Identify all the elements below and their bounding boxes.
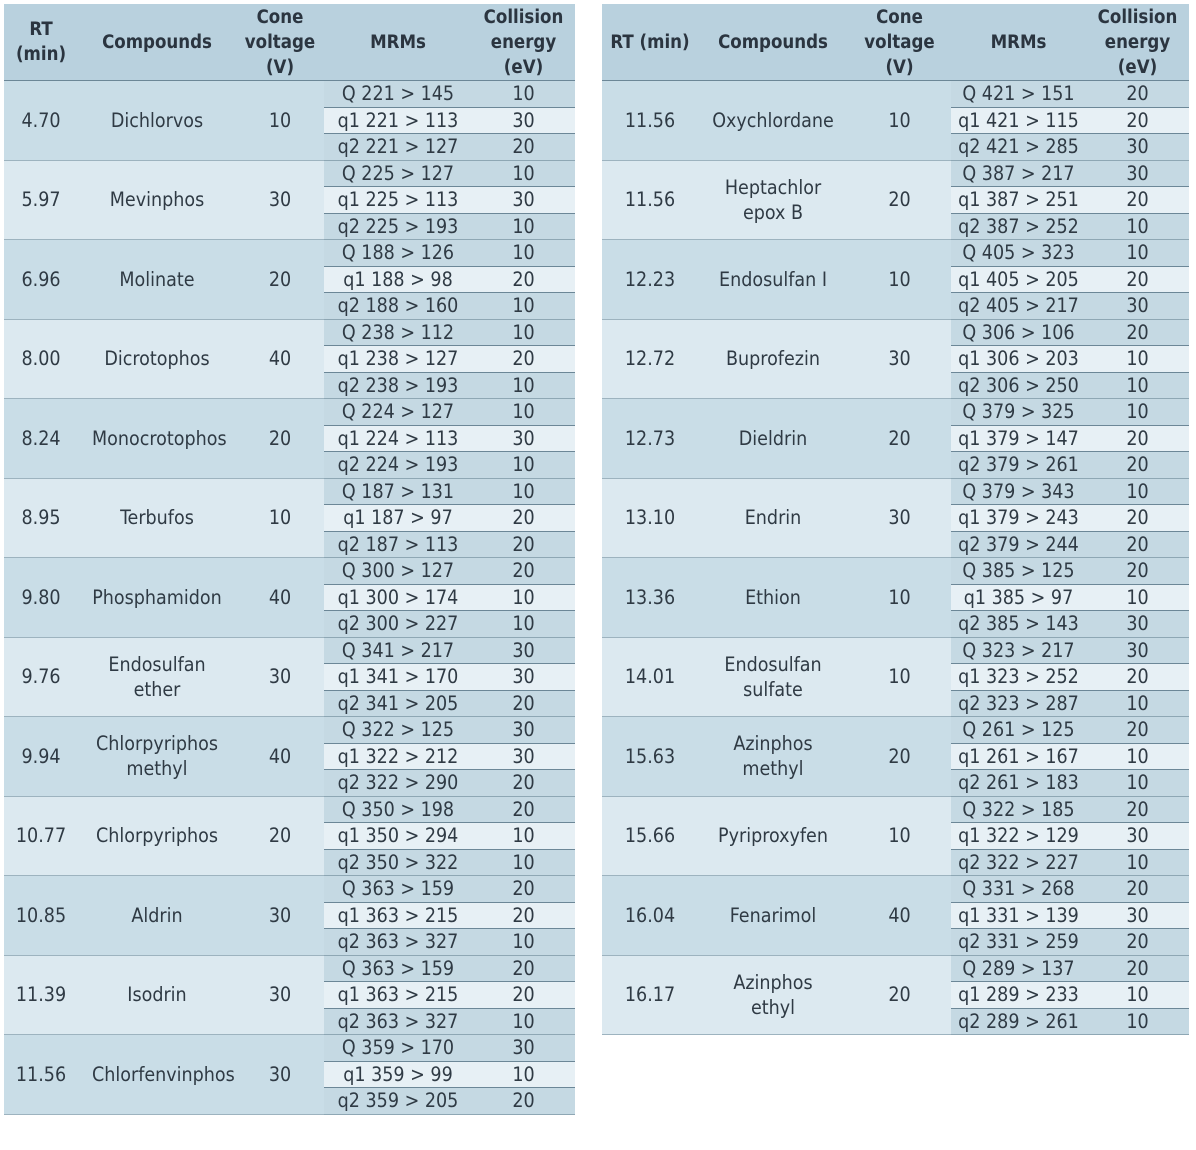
collision-energy-value: 10: [472, 452, 575, 479]
mrm-transition: q2 225 > 193: [324, 213, 472, 240]
compound-group: [4, 717, 575, 797]
mrm-transition: q1 331 > 139: [951, 902, 1086, 929]
mrm-transition: q2 385 > 143: [951, 611, 1086, 638]
cone-voltage-cell: 40: [236, 319, 324, 399]
compound-group: [602, 319, 1189, 399]
collision-energy-value: 10: [1086, 584, 1189, 611]
mrm-transition: q1 221 > 113: [324, 107, 472, 134]
compound-group: [4, 796, 575, 876]
collision-energy-value: 20: [1086, 664, 1189, 691]
compound-cell: Dicrotophos: [78, 319, 236, 399]
mrm-transition: Q 322 > 185: [951, 796, 1086, 823]
cone-voltage-cell: 30: [848, 319, 951, 399]
collision-energy-value: 20: [472, 531, 575, 558]
compound-group: [4, 1035, 575, 1115]
collision-energy-value: 10: [472, 929, 575, 956]
collision-energy-value: 30: [1086, 637, 1189, 664]
collision-energy-value: 30: [472, 717, 575, 744]
mrm-transition: q2 379 > 261: [951, 452, 1086, 479]
compound-cell: Chlorpyriphos methyl: [78, 717, 236, 797]
collision-energy-value: 20: [472, 982, 575, 1009]
collision-energy-value: 30: [1086, 611, 1189, 638]
compound-group: [4, 319, 575, 399]
mrm-transition: q2 341 > 205: [324, 690, 472, 717]
collision-energy-value: 30: [1086, 134, 1189, 161]
collision-energy-value: 20: [1086, 452, 1189, 479]
cone-voltage-cell: 30: [236, 955, 324, 1035]
compound-cell: Endrin: [698, 478, 848, 558]
rt-cell: 11.56: [602, 160, 698, 240]
cone-voltage-cell: 20: [236, 399, 324, 479]
mrm-transition: Q 261 > 125: [951, 717, 1086, 744]
collision-energy-value: 30: [1086, 823, 1189, 850]
collision-energy-value: 10: [1086, 346, 1189, 373]
mrm-transition: Q 363 > 159: [324, 955, 472, 982]
table-header-row: [602, 4, 1189, 81]
header-collision-energy: Collision energy (eV): [1086, 4, 1189, 81]
table-row: [4, 81, 575, 108]
compound-cell: Molinate: [78, 240, 236, 320]
mrm-transition: q1 363 > 215: [324, 902, 472, 929]
rt-cell: 9.80: [4, 558, 78, 638]
mrm-transition: q2 188 > 160: [324, 293, 472, 320]
compound-group: [602, 876, 1189, 956]
compound-group: [602, 796, 1189, 876]
rt-cell: 16.17: [602, 955, 698, 1035]
cone-voltage-cell: 20: [848, 160, 951, 240]
collision-energy-value: 30: [472, 743, 575, 770]
mrm-transition: q2 387 > 252: [951, 213, 1086, 240]
header-collision-energy: Collision energy (eV): [472, 4, 575, 81]
table-row: [4, 240, 575, 267]
mrm-transition: Q 341 > 217: [324, 637, 472, 664]
compound-group: [602, 717, 1189, 797]
mrm-transition: q1 300 > 174: [324, 584, 472, 611]
mrm-transition: q1 238 > 127: [324, 346, 472, 373]
rt-cell: 15.66: [602, 796, 698, 876]
mrm-transition: q1 261 > 167: [951, 743, 1086, 770]
collision-energy-value: 20: [472, 770, 575, 797]
mrm-transition: q1 405 > 205: [951, 266, 1086, 293]
table-row: [4, 876, 575, 903]
collision-energy-value: 30: [472, 187, 575, 214]
compound-group: [602, 160, 1189, 240]
compound-group: [4, 955, 575, 1035]
collision-energy-value: 10: [472, 240, 575, 267]
collision-energy-value: 10: [472, 1008, 575, 1035]
table-row: [4, 558, 575, 585]
cone-voltage-cell: 40: [236, 717, 324, 797]
collision-energy-value: 20: [1086, 81, 1189, 108]
mrm-transition: q1 363 > 215: [324, 982, 472, 1009]
mrm-transition: q2 363 > 327: [324, 1008, 472, 1035]
rt-cell: 11.56: [4, 1035, 78, 1115]
mrm-transition: q1 322 > 212: [324, 743, 472, 770]
table-row: [602, 717, 1189, 744]
compound-cell: Chlorpyriphos: [78, 796, 236, 876]
mrm-transition: Q 387 > 217: [951, 160, 1086, 187]
compound-cell: Dichlorvos: [78, 81, 236, 161]
mrm-transition: q2 224 > 193: [324, 452, 472, 479]
compound-group: [4, 876, 575, 956]
table-row: [602, 637, 1189, 664]
mrm-transition: q2 405 > 217: [951, 293, 1086, 320]
collision-energy-value: 30: [1086, 902, 1189, 929]
rt-cell: 9.76: [4, 637, 78, 717]
table-row: [602, 876, 1189, 903]
compound-group: [602, 637, 1189, 717]
mrm-transition: Q 306 > 106: [951, 319, 1086, 346]
compound-cell: Ethion: [698, 558, 848, 638]
compound-group: [602, 240, 1189, 320]
mrm-transition: q1 350 > 294: [324, 823, 472, 850]
cone-voltage-cell: 10: [848, 637, 951, 717]
compound-cell: Endosulfan I: [698, 240, 848, 320]
collision-energy-value: 20: [472, 134, 575, 161]
collision-energy-value: 10: [472, 478, 575, 505]
table-row: [4, 399, 575, 426]
mrm-transition: q2 359 > 205: [324, 1088, 472, 1115]
mrm-transition: q1 322 > 129: [951, 823, 1086, 850]
compound-cell: Dieldrin: [698, 399, 848, 479]
compound-group: [602, 558, 1189, 638]
collision-energy-value: 30: [472, 637, 575, 664]
header-rt: RT (min): [4, 4, 78, 81]
cone-voltage-cell: 10: [236, 478, 324, 558]
rt-cell: 11.56: [602, 81, 698, 161]
collision-energy-value: 10: [472, 293, 575, 320]
mrm-transition: q1 323 > 252: [951, 664, 1086, 691]
rt-cell: 16.04: [602, 876, 698, 956]
compound-group: [4, 160, 575, 240]
collision-energy-value: 10: [1086, 982, 1189, 1009]
mrm-transition: q1 359 > 99: [324, 1061, 472, 1088]
table-row: [602, 796, 1189, 823]
collision-energy-value: 10: [1086, 690, 1189, 717]
mrm-transition: q1 289 > 233: [951, 982, 1086, 1009]
mrm-transition: q2 322 > 227: [951, 849, 1086, 876]
collision-energy-value: 30: [1086, 293, 1189, 320]
mrm-transition: q2 300 > 227: [324, 611, 472, 638]
mrm-transition: Q 323 > 217: [951, 637, 1086, 664]
table-row: [4, 1035, 575, 1062]
mrm-transition: Q 405 > 323: [951, 240, 1086, 267]
rt-cell: 6.96: [4, 240, 78, 320]
collision-energy-value: 20: [1086, 505, 1189, 532]
mrm-transition: q2 221 > 127: [324, 134, 472, 161]
rt-cell: 8.24: [4, 399, 78, 479]
rt-cell: 12.72: [602, 319, 698, 399]
collision-energy-value: 20: [472, 558, 575, 585]
collision-energy-value: 20: [472, 955, 575, 982]
compound-cell: Fenarimol: [698, 876, 848, 956]
collision-energy-value: 20: [1086, 876, 1189, 903]
rt-cell: 5.97: [4, 160, 78, 240]
mrm-transition: Q 225 > 127: [324, 160, 472, 187]
compound-group: [4, 558, 575, 638]
rt-cell: 12.73: [602, 399, 698, 479]
compound-cell: Chlorfenvinphos: [78, 1035, 236, 1115]
table-header-row: [4, 4, 575, 81]
mrm-transition: Q 224 > 127: [324, 399, 472, 426]
table-row: [602, 81, 1189, 108]
mrm-transition: Q 385 > 125: [951, 558, 1086, 585]
compound-cell: Phosphamidon: [78, 558, 236, 638]
table-row: [4, 717, 575, 744]
mrm-transition: Q 289 > 137: [951, 955, 1086, 982]
collision-energy-value: 10: [1086, 1008, 1189, 1035]
mrm-transition: q2 331 > 259: [951, 929, 1086, 956]
header-compounds: Compounds: [698, 4, 848, 81]
rt-cell: 13.36: [602, 558, 698, 638]
table-row: [4, 478, 575, 505]
mrm-transition: q1 421 > 115: [951, 107, 1086, 134]
table-row: [602, 319, 1189, 346]
compound-group: [602, 81, 1189, 161]
collision-energy-value: 10: [472, 611, 575, 638]
collision-energy-value: 30: [472, 107, 575, 134]
compound-cell: Oxychlordane: [698, 81, 848, 161]
collision-energy-value: 30: [1086, 160, 1189, 187]
mrm-transition: q1 225 > 113: [324, 187, 472, 214]
mrm-transition: q1 306 > 203: [951, 346, 1086, 373]
collision-energy-value: 20: [1086, 796, 1189, 823]
compound-cell: Buprofezin: [698, 319, 848, 399]
mrm-transition: q1 379 > 243: [951, 505, 1086, 532]
compound-cell: Isodrin: [78, 955, 236, 1035]
mrm-transition: Q 350 > 198: [324, 796, 472, 823]
mrm-table-right: [602, 4, 1189, 1035]
rt-cell: 10.85: [4, 876, 78, 956]
cone-voltage-cell: 30: [236, 160, 324, 240]
table-row: [602, 558, 1189, 585]
collision-energy-value: 20: [1086, 955, 1189, 982]
compound-cell: Heptachlor epox B: [698, 160, 848, 240]
cone-voltage-cell: 30: [236, 1035, 324, 1115]
compound-cell: Endosulfan sulfate: [698, 637, 848, 717]
rt-cell: 4.70: [4, 81, 78, 161]
compound-group: [602, 955, 1189, 1035]
collision-energy-value: 20: [1086, 319, 1189, 346]
collision-energy-value: 20: [1086, 266, 1189, 293]
header-cone-voltage: Cone voltage (V): [236, 4, 324, 81]
mrm-transition: q2 322 > 290: [324, 770, 472, 797]
compound-group: [4, 240, 575, 320]
collision-energy-value: 10: [472, 213, 575, 240]
rt-cell: 9.94: [4, 717, 78, 797]
compound-group: [4, 399, 575, 479]
cone-voltage-cell: 40: [236, 558, 324, 638]
mrm-transition: Q 363 > 159: [324, 876, 472, 903]
header-rt: RT (min): [602, 4, 698, 81]
collision-energy-value: 10: [1086, 213, 1189, 240]
cone-voltage-cell: 10: [236, 81, 324, 161]
mrm-transition: q2 187 > 113: [324, 531, 472, 558]
collision-energy-value: 20: [1086, 929, 1189, 956]
mrm-transition: Q 379 > 325: [951, 399, 1086, 426]
compound-cell: Aldrin: [78, 876, 236, 956]
collision-energy-value: 10: [1086, 849, 1189, 876]
collision-energy-value: 30: [472, 425, 575, 452]
collision-energy-value: 10: [1086, 478, 1189, 505]
collision-energy-value: 20: [1086, 558, 1189, 585]
compound-cell: Pyriproxyfen: [698, 796, 848, 876]
mrm-transition: Q 300 > 127: [324, 558, 472, 585]
table-row: [602, 399, 1189, 426]
collision-energy-value: 20: [1086, 107, 1189, 134]
mrm-transition: Q 187 > 131: [324, 478, 472, 505]
table-row: [4, 319, 575, 346]
collision-energy-value: 20: [472, 505, 575, 532]
rt-cell: 14.01: [602, 637, 698, 717]
compound-group: [4, 478, 575, 558]
mrm-transition: q1 187 > 97: [324, 505, 472, 532]
header-mrms: MRMs: [324, 4, 472, 81]
cone-voltage-cell: 30: [236, 876, 324, 956]
table-row: [4, 955, 575, 982]
mrm-transition: q1 385 > 97: [951, 584, 1086, 611]
compound-group: [4, 81, 575, 161]
table-row: [4, 796, 575, 823]
collision-energy-value: 20: [472, 690, 575, 717]
collision-energy-value: 10: [1086, 240, 1189, 267]
table-row: [4, 160, 575, 187]
collision-energy-value: 20: [472, 876, 575, 903]
collision-energy-value: 20: [1086, 717, 1189, 744]
collision-energy-value: 10: [472, 319, 575, 346]
collision-energy-value: 10: [1086, 770, 1189, 797]
mrm-transition: q1 341 > 170: [324, 664, 472, 691]
cone-voltage-cell: 10: [848, 81, 951, 161]
mrm-transition: Q 421 > 151: [951, 81, 1086, 108]
collision-energy-value: 20: [1086, 425, 1189, 452]
mrm-transition: q2 350 > 322: [324, 849, 472, 876]
table-row: [4, 637, 575, 664]
rt-cell: 11.39: [4, 955, 78, 1035]
mrm-transition: q2 421 > 285: [951, 134, 1086, 161]
rt-cell: 13.10: [602, 478, 698, 558]
cone-voltage-cell: 40: [848, 876, 951, 956]
compound-cell: Monocrotophos: [78, 399, 236, 479]
mrm-transition: Q 379 > 343: [951, 478, 1086, 505]
rt-cell: 12.23: [602, 240, 698, 320]
compound-cell: Endosulfan ether: [78, 637, 236, 717]
cone-voltage-cell: 10: [848, 796, 951, 876]
header-mrms: MRMs: [951, 4, 1086, 81]
mrm-transition: Q 322 > 125: [324, 717, 472, 744]
mrm-transition: q1 224 > 113: [324, 425, 472, 452]
rt-cell: 15.63: [602, 717, 698, 797]
mrm-transition: Q 188 > 126: [324, 240, 472, 267]
cone-voltage-cell: 10: [848, 240, 951, 320]
collision-energy-value: 10: [1086, 399, 1189, 426]
mrm-transition: q2 238 > 193: [324, 372, 472, 399]
collision-energy-value: 10: [472, 372, 575, 399]
collision-energy-value: 20: [472, 1088, 575, 1115]
table-row: [602, 478, 1189, 505]
collision-energy-value: 20: [472, 346, 575, 373]
compound-cell: Terbufos: [78, 478, 236, 558]
mrm-transition: Q 221 > 145: [324, 81, 472, 108]
rt-cell: 10.77: [4, 796, 78, 876]
cone-voltage-cell: 20: [848, 955, 951, 1035]
cone-voltage-cell: 20: [236, 240, 324, 320]
compound-group: [602, 399, 1189, 479]
collision-energy-value: 10: [1086, 743, 1189, 770]
rt-cell: 8.00: [4, 319, 78, 399]
compound-group: [602, 478, 1189, 558]
compound-cell: Azinphos methyl: [698, 717, 848, 797]
collision-energy-value: 20: [472, 266, 575, 293]
collision-energy-value: 20: [472, 902, 575, 929]
cone-voltage-cell: 30: [236, 637, 324, 717]
collision-energy-value: 20: [1086, 187, 1189, 214]
collision-energy-value: 30: [472, 664, 575, 691]
mrm-transition: q2 261 > 183: [951, 770, 1086, 797]
compound-cell: Mevinphos: [78, 160, 236, 240]
table-row: [602, 160, 1189, 187]
cone-voltage-cell: 30: [848, 478, 951, 558]
mrm-transition: Q 331 > 268: [951, 876, 1086, 903]
mrm-transition: Q 238 > 112: [324, 319, 472, 346]
collision-energy-value: 10: [472, 160, 575, 187]
cone-voltage-cell: 10: [848, 558, 951, 638]
compound-cell: Azinphos ethyl: [698, 955, 848, 1035]
mrm-transition: q2 363 > 327: [324, 929, 472, 956]
mrm-transition: q1 379 > 147: [951, 425, 1086, 452]
compound-group: [4, 637, 575, 717]
collision-energy-value: 10: [472, 399, 575, 426]
table-row: [602, 240, 1189, 267]
collision-energy-value: 20: [472, 796, 575, 823]
header-compounds: Compounds: [78, 4, 236, 81]
cone-voltage-cell: 20: [848, 717, 951, 797]
header-cone-voltage: Cone voltage (V): [848, 4, 951, 81]
collision-energy-value: 10: [472, 81, 575, 108]
cone-voltage-cell: 20: [236, 796, 324, 876]
mrm-transition: q2 323 > 287: [951, 690, 1086, 717]
cone-voltage-cell: 20: [848, 399, 951, 479]
collision-energy-value: 20: [1086, 531, 1189, 558]
mrm-transition: q2 306 > 250: [951, 372, 1086, 399]
mrm-table-left: [4, 4, 575, 1115]
mrm-transition: q1 188 > 98: [324, 266, 472, 293]
mrm-transition: q2 379 > 244: [951, 531, 1086, 558]
collision-energy-value: 10: [472, 849, 575, 876]
collision-energy-value: 10: [472, 584, 575, 611]
collision-energy-value: 30: [472, 1035, 575, 1062]
rt-cell: 8.95: [4, 478, 78, 558]
collision-energy-value: 10: [1086, 372, 1189, 399]
collision-energy-value: 10: [472, 1061, 575, 1088]
mrm-transition: q1 387 > 251: [951, 187, 1086, 214]
table-row: [602, 955, 1189, 982]
mrm-transition: q2 289 > 261: [951, 1008, 1086, 1035]
collision-energy-value: 10: [472, 823, 575, 850]
mrm-transition: Q 359 > 170: [324, 1035, 472, 1062]
